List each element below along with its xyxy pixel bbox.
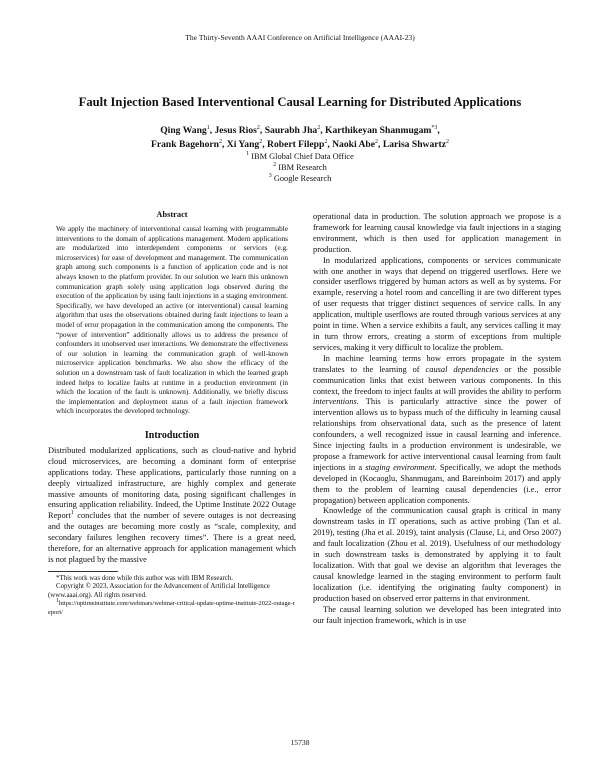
affiliation-sup: 2: [273, 162, 277, 168]
emphasis-text: causal dependencies: [425, 364, 499, 374]
author-name: Xi Yang: [226, 139, 260, 150]
author-affil-sup: 2: [375, 138, 379, 145]
author-name: Robert Filepp: [267, 139, 325, 150]
author-name: Karthikeyan Shanmugam: [325, 125, 432, 136]
affiliation-text: IBM Global Chief Data Office: [251, 152, 354, 161]
text-part: . Specifically, we adopt the methods developed in (Kocaoglu, Shanmugam, and Bareinboim 2017) and apply them to the problem of learning causal dependencies (i.e., error propagation) between application components.: [313, 462, 562, 505]
paper-title: Fault Injection Based Interventional Causal Learning for Distributed Applications: [78, 95, 522, 109]
emphasis-text: interventions: [313, 397, 357, 407]
affiliation-text: Google Research: [273, 173, 332, 183]
author-affil-sup: 2: [324, 138, 328, 145]
left-column: [48, 210, 296, 617]
body-paragraph: In modularized applications, components or services communicate with one another in ways that depend on triggered userflows. Here we consider userflows triggered by human actors as well as by systems. For example, reserving a hotel room and cancelling it are two different types of user requests that trigger distinct sequences of service calls. In any application, multiple userflows are routed through various services at any point in time. When a service exhibits a fault, any services calling it may in turn throw errors, creating a storm of exceptions from multiple services, making it very difficult to localize the problem.: [313, 255, 561, 352]
affiliation-sup: 3: [268, 172, 272, 179]
copyright-notice: Copyright © 2023, Association for the Advancement of Artificial Intelligence (www.aaai.org). All rights reserved.: [48, 583, 270, 599]
abstract-text: We apply the machinery of interventional causal learning with programmable interventions to the domain of applications management. Modern applications are modularized into interdependent components or services (e.g. microservices) for ease of development and management. The communication graph among such components is a function of application code and is not always known to the platform provider. In our solution we learn this unknown communication graph solely using application logs observed during the execution of the application by using fault injections in a staging environment. Specifically, we have developed an active (or interventional) causal learning algorithm that uses the observations obtained during fault injections to learn a model of error propagation in the communication among the components. The “power of intervention” additionally allows us to address the presence of confounders in unobserved user interactions. We demonstrate the effectiveness of our solution in learning the communication graph of well-known microservice application benchmarks. We also show the efficacy of the solution on a downstream task of fault localization in which the learned graph indeed helps to localize faults at runtime in a production environment (in which the location of the fault is unknown). Additionally, we briefly discuss the implementation and deployment status of a fault injection framework which incorporates the developed technology.: [56, 224, 288, 416]
body-paragraph: Knowledge of the communication causal graph is critical in many downstream tasks in IT operations, such as active probing (Tan et al. 2019), testing (Jha et al. 2019), taint analysis (Clause, Li, and Orso 2007) and fault localization (Zhou et al. 2019). Usefulness of our methodology in such downstream tasks is demonstrated by applying it to fault localization. With that goal we devise an algorithm that leverages the causal knowledge learned in the staging environment to perform fault localization (i.e. identifying the originating faulty component) in production based on observed error patterns in that environment.: [313, 506, 561, 603]
author-affil-sup: 2: [445, 138, 449, 145]
body-paragraph: operational data in production. The solution approach we propose is a framework for learning causal knowledge via fault injections in a staging environment, which is then used for application management in production.: [313, 212, 561, 254]
body-paragraph: [313, 354, 561, 507]
abstract-heading: Abstract: [156, 210, 188, 219]
author-affil-sup: 2: [256, 124, 260, 131]
intro-text-part: concludes that the number of severe outages is not decreasing and the outages are becoming more costly as “scale, complexity, and secondary failures lengthen recovery times”. There is a great need, therefore, for an alternative approach for application management which is not plagued by the massive: [48, 511, 296, 564]
page-number: 15738: [290, 738, 310, 747]
footnote-label: 1: [56, 598, 59, 605]
author-affil-sup: 2: [218, 138, 222, 145]
author-name: Saurabh Jha: [264, 125, 318, 136]
text-part: . This is particularly attractive since the power of intervention allows us to bypass much of the difficulty in learning causal relationships from observational data, such as the presence of latent confounders, a well recognized issue in causal learning and inference. Since injecting faults in a production environment is undesirable, we propose a framework for active interventional causal learning from fault injections in a: [313, 397, 561, 472]
footnote-url: https://uptimeinstitute.com/webinars/webinar-critical-update-uptime-institute-2022-outage-report/: [48, 600, 295, 616]
footnote-1: [48, 600, 296, 617]
author-affil-sup: 1: [206, 124, 210, 131]
author-affil-sup: 2: [317, 124, 321, 131]
affiliation: [40, 152, 560, 163]
footnote-star: *This work was done while this author was with IBM Research.: [56, 574, 234, 582]
affiliation: [40, 163, 560, 174]
author-list: [40, 124, 560, 152]
body-paragraph: The causal learning solution we developed has been integrated into our fault injection framework, which is in use: [313, 604, 561, 625]
author-name: Larisa Shwartz: [382, 139, 446, 150]
intro-text-part: Distributed modularized applications, such as cloud-native and hybrid cloud microservices, are becoming a dominant form of enterprise applications today. These applications, particularly those running on a deeply virtualized infrastructure, are highly complex and generate massive amounts of monitoring data, posing significant challenges in ensuring application reliability. Indeed, the Uptime Institute 2022 Outage Report: [48, 445, 296, 521]
author-name: Naoki Abe: [332, 139, 376, 150]
introduction-paragraph: [48, 446, 296, 566]
introduction-heading: Introduction: [144, 429, 200, 441]
footnote-ref: 1: [70, 510, 74, 517]
affiliation-list: [40, 152, 560, 184]
affiliation-text: IBM Research: [278, 162, 327, 172]
author-name: Frank Bagehorn: [151, 139, 219, 150]
author-line-2: Frank Bagehorn$^2$, Xi Yang$^2$, Robert Filepp$^2$, Naoki Abe$^2$, Larisa Shwartz$^2$: [151, 138, 449, 150]
affiliation: [40, 174, 560, 185]
author-name: Qing Wang: [160, 125, 207, 136]
text-part: In machine learning terms how errors propagate in the system translates to the learning of: [313, 353, 561, 374]
author-name: Jesus Rios: [214, 125, 257, 136]
text-part: or the possible communication links that exist between various components. In this context, the freedom to inject faults at will provides the ability to perform: [313, 364, 561, 396]
author-affil-sup: 2: [259, 138, 263, 145]
conference-header: The Thirty-Seventh AAAI Conference on Artificial Intelligence (AAAI-23): [185, 33, 415, 42]
footnote-rule: [48, 571, 118, 572]
author-line-1: Qing Wang$^1$, Jesus Rios$^2$, Saurabh Jha$^2$, Karthikeyan Shanmugam$^{*3}$,: [160, 124, 440, 136]
right-column: [313, 212, 561, 626]
affiliation-sup: 1: [246, 151, 250, 158]
emphasis-text: staging environment: [365, 462, 435, 472]
author-affil-sup: *3: [431, 124, 438, 131]
